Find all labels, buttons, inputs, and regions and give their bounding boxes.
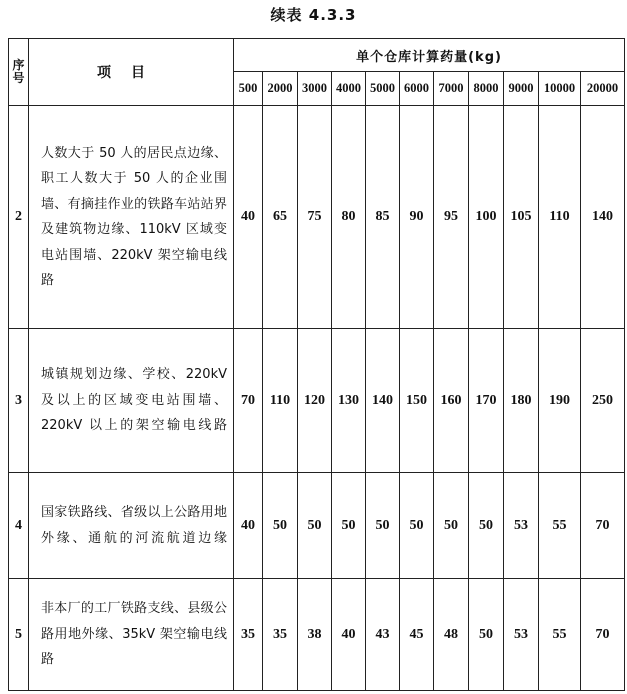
row-value: 170 [469, 329, 504, 473]
header-row-top [9, 39, 625, 72]
row-value: 180 [504, 329, 539, 473]
row-value: 45 [400, 579, 434, 691]
row-value: 120 [298, 329, 332, 473]
table-row [9, 106, 625, 329]
table-row [9, 579, 625, 691]
seq-header: 序号 [9, 39, 29, 106]
row-item: 非本厂的工厂铁路支线、县级公路用地外缘、35kV 架空输电线路 [29, 579, 234, 691]
item-header: 项目 [29, 39, 234, 106]
row-value: 140 [581, 106, 625, 329]
quantity-group-header: 单个仓库计算药量(kg) [234, 39, 625, 72]
table-caption: 续表 4.3.3 [270, 6, 357, 24]
row-value: 40 [234, 106, 263, 329]
row-value: 35 [263, 579, 298, 691]
row-value: 70 [234, 329, 263, 473]
row-value: 40 [332, 579, 366, 691]
qty-header: 10000 [539, 72, 581, 106]
row-value: 55 [539, 579, 581, 691]
row-value: 105 [504, 106, 539, 329]
qty-header: 500 [234, 72, 263, 106]
row-value: 40 [234, 473, 263, 579]
row-value: 50 [332, 473, 366, 579]
table-row [9, 473, 625, 579]
row-value: 43 [366, 579, 400, 691]
row-value: 65 [263, 106, 298, 329]
row-value: 140 [366, 329, 400, 473]
row-value: 110 [263, 329, 298, 473]
row-value: 50 [400, 473, 434, 579]
qty-header: 9000 [504, 72, 539, 106]
row-value: 50 [298, 473, 332, 579]
row-value: 48 [434, 579, 469, 691]
qty-header: 3000 [298, 72, 332, 106]
row-value: 55 [539, 473, 581, 579]
row-value: 50 [469, 473, 504, 579]
row-value: 70 [581, 473, 625, 579]
row-item: 城镇规划边缘、学校、220kV 及以上的区域变电站围墙、220kV 以上的架空输电线路 [29, 329, 234, 473]
row-value: 130 [332, 329, 366, 473]
row-value: 50 [469, 579, 504, 691]
row-value: 190 [539, 329, 581, 473]
row-value: 100 [469, 106, 504, 329]
qty-header: 6000 [400, 72, 434, 106]
row-value: 38 [298, 579, 332, 691]
row-seq: 4 [9, 473, 29, 579]
row-seq: 3 [9, 329, 29, 473]
distance-table [8, 38, 625, 691]
row-value: 150 [400, 329, 434, 473]
table-row [9, 329, 625, 473]
row-value: 35 [234, 579, 263, 691]
row-seq: 2 [9, 106, 29, 329]
row-seq: 5 [9, 579, 29, 691]
row-value: 85 [366, 106, 400, 329]
qty-header: 5000 [366, 72, 400, 106]
row-value: 95 [434, 106, 469, 329]
qty-header: 7000 [434, 72, 469, 106]
qty-header: 8000 [469, 72, 504, 106]
row-value: 53 [504, 473, 539, 579]
row-value: 110 [539, 106, 581, 329]
qty-header: 4000 [332, 72, 366, 106]
row-value: 80 [332, 106, 366, 329]
row-item: 人数大于 50 人的居民点边缘、职工人数大于 50 人的企业围墙、有摘挂作业的铁路车站站界及建筑物边缘、110kV 区域变电站围墙、220kV 架空输电线路 [29, 106, 234, 329]
qty-header: 20000 [581, 72, 625, 106]
row-value: 70 [581, 579, 625, 691]
qty-header: 2000 [263, 72, 298, 106]
row-value: 160 [434, 329, 469, 473]
row-value: 53 [504, 579, 539, 691]
row-value: 50 [263, 473, 298, 579]
row-value: 250 [581, 329, 625, 473]
row-value: 50 [434, 473, 469, 579]
row-value: 75 [298, 106, 332, 329]
row-item: 国家铁路线、省级以上公路用地外缘、通航的河流航道边缘 [29, 473, 234, 579]
row-value: 50 [366, 473, 400, 579]
row-value: 90 [400, 106, 434, 329]
